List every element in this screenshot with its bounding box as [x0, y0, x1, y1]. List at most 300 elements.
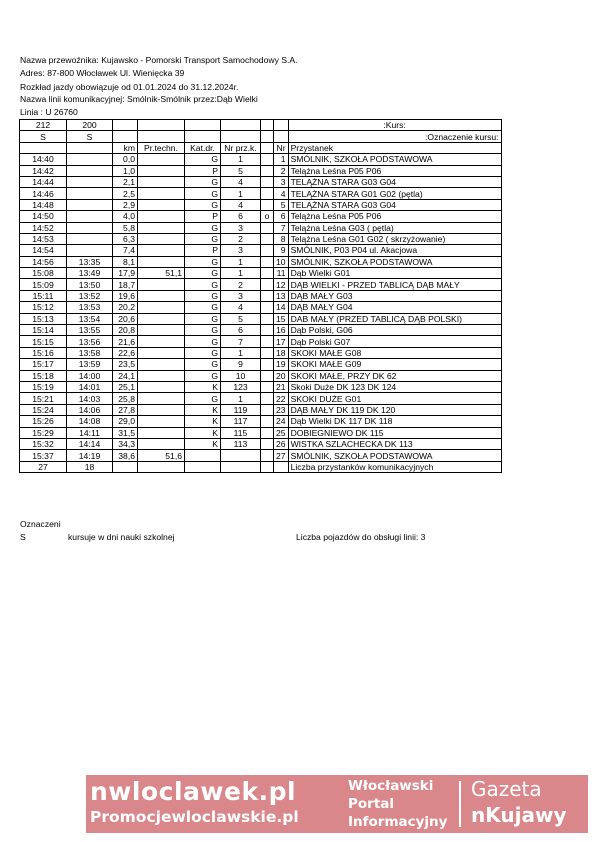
km-value: 7,4 [113, 245, 138, 256]
km-value: 5,8 [113, 222, 138, 233]
road-number: 3 [221, 222, 261, 233]
stop-marker [261, 222, 274, 233]
stop-name: DOBIEGNIEWO DK 115 [288, 427, 501, 438]
course-number: 212 [20, 120, 67, 131]
road-number: 113 [221, 438, 261, 449]
table-row [20, 188, 502, 199]
site-logo: nwloclawek.pl [90, 777, 297, 806]
stop-number: 13 [274, 290, 289, 301]
table-row [20, 211, 502, 222]
road-category: K [185, 416, 221, 427]
stop-number: 22 [274, 393, 289, 404]
tech-speed [138, 336, 185, 347]
stop-marker [261, 290, 274, 301]
stop-number: 12 [274, 279, 289, 290]
stop-name: DĄB MAŁY G03 [288, 290, 501, 301]
departure-time-200: 14:14 [67, 438, 113, 449]
stop-number: 5 [274, 199, 289, 210]
table-row [20, 176, 502, 187]
road-number: 1 [221, 347, 261, 358]
road-category: G [185, 233, 221, 244]
stop-number: 8 [274, 233, 289, 244]
km-value: 22,6 [113, 347, 138, 358]
departure-time-212: 14:42 [20, 165, 67, 176]
departure-time-200: 13:50 [67, 279, 113, 290]
departure-time-200: 14:19 [67, 450, 113, 461]
column-header-row [20, 142, 502, 153]
col-nrprzk: Nr prz.k. [221, 142, 261, 153]
departure-time-212: 15:12 [20, 302, 67, 313]
tech-speed [138, 188, 185, 199]
carrier-name: Nazwa przewoźnika: Kujawsko - Pomorski Transport Samochodowy S.A. [20, 55, 298, 65]
table-row [20, 359, 502, 370]
road-number: 5 [221, 313, 261, 324]
road-number: 1 [221, 393, 261, 404]
stop-number: 11 [274, 268, 289, 279]
stop-marker [261, 359, 274, 370]
table-row [20, 165, 502, 176]
km-value: 24,1 [113, 370, 138, 381]
stop-number: 27 [274, 450, 289, 461]
legend-mark: S [20, 532, 26, 542]
tech-speed [138, 313, 185, 324]
stop-name: SKOKI MAŁE, PRZY DK 62 [288, 370, 501, 381]
departure-time-200: 14:11 [67, 427, 113, 438]
departure-time-212: 15:24 [20, 404, 67, 415]
oznaczenie-label: :Oznaczenie kursu: [288, 131, 501, 142]
stop-name: TELĄŻNA STARA G03 G04 [288, 176, 501, 187]
road-number: 1 [221, 154, 261, 165]
table-row [20, 233, 502, 244]
km-value: 25,8 [113, 393, 138, 404]
road-category: G [185, 256, 221, 267]
table-row [20, 325, 502, 336]
departure-time-200: 13:58 [67, 347, 113, 358]
tech-speed [138, 211, 185, 222]
departure-time-212: 15:19 [20, 381, 67, 392]
departure-time-200 [67, 222, 113, 233]
tech-speed [138, 256, 185, 267]
km-value: 2,5 [113, 188, 138, 199]
road-number: 4 [221, 199, 261, 210]
departure-time-200 [67, 188, 113, 199]
departure-time-212: 14:50 [20, 211, 67, 222]
km-value: 20,8 [113, 325, 138, 336]
road-category: K [185, 438, 221, 449]
departure-time-212: 14:56 [20, 256, 67, 267]
stop-count-row [20, 461, 502, 472]
tech-speed [138, 176, 185, 187]
table-row [20, 336, 502, 347]
course-number-row [20, 120, 502, 131]
road-category: K [185, 404, 221, 415]
stop-marker [261, 233, 274, 244]
departure-time-212: 14:46 [20, 188, 67, 199]
col-km: km [113, 142, 138, 153]
departure-time-212: 15:08 [20, 268, 67, 279]
departure-time-200: 13:49 [67, 268, 113, 279]
stop-count-label: Liczba przystanków komunikacyjnych [288, 461, 501, 472]
validity-period: Rozkład jazdy obowiązuje od 01.01.2024 do 31.12.2024r. [20, 82, 239, 92]
km-value: 25,1 [113, 381, 138, 392]
road-number: 1 [221, 188, 261, 199]
table-row [20, 404, 502, 415]
stop-marker [261, 404, 274, 415]
road-number: 119 [221, 404, 261, 415]
stop-name: WISTKA SZLACHECKA DK 113 [288, 438, 501, 449]
stop-number: 3 [274, 176, 289, 187]
table-row [20, 268, 502, 279]
stop-marker [261, 245, 274, 256]
stop-name: TELĄŻNA STARA G01 G02 (pętla) [288, 188, 501, 199]
departure-time-212: 14:54 [20, 245, 67, 256]
tech-speed [138, 347, 185, 358]
stop-name: SKOKI DUŻE G01 [288, 393, 501, 404]
col-nr: Nr [274, 142, 289, 153]
departure-time-200 [67, 211, 113, 222]
tech-speed [138, 325, 185, 336]
departure-time-212: 14:52 [20, 222, 67, 233]
col-stop: Przystanek [288, 142, 501, 153]
col-prtechn: Pr.techn. [138, 142, 185, 153]
tech-speed [138, 370, 185, 381]
departure-time-200 [67, 176, 113, 187]
stop-name: SKOKI MAŁE G08 [288, 347, 501, 358]
stop-number: 10 [274, 256, 289, 267]
stop-marker [261, 256, 274, 267]
departure-time-200: 14:08 [67, 416, 113, 427]
stop-marker [261, 199, 274, 210]
road-category: P [185, 245, 221, 256]
departure-time-212: 14:48 [20, 199, 67, 210]
road-number: 2 [221, 279, 261, 290]
departure-time-200 [67, 245, 113, 256]
road-category: G [185, 347, 221, 358]
stop-number: 14 [274, 302, 289, 313]
tech-speed [138, 427, 185, 438]
portal-line: Informacyjny [348, 814, 448, 830]
stop-name: SMÓLNIK, SZKOŁA PODSTAWOWA [288, 256, 501, 267]
table-row [20, 245, 502, 256]
table-row [20, 199, 502, 210]
table-row [20, 302, 502, 313]
stop-number: 19 [274, 359, 289, 370]
road-category: P [185, 165, 221, 176]
stop-number: 15 [274, 313, 289, 324]
departure-time-200: 14:03 [67, 393, 113, 404]
km-value: 8,1 [113, 256, 138, 267]
road-number: 5 [221, 165, 261, 176]
course-mark: S [20, 131, 67, 142]
km-value: 20,6 [113, 313, 138, 324]
departure-time-212: 15:18 [20, 370, 67, 381]
stop-number: 21 [274, 381, 289, 392]
stop-name: Dąb Polski, G06 [288, 325, 501, 336]
table-row [20, 256, 502, 267]
stop-number: 25 [274, 427, 289, 438]
line-name: Nazwa linii komunikacyjnej: Smólnik-Smólnik przez:Dąb Wielki [20, 94, 258, 104]
stop-name: Dąb Wielki G01 [288, 268, 501, 279]
stop-count: 18 [67, 461, 113, 472]
km-value: 27,8 [113, 404, 138, 415]
km-value: 21,6 [113, 336, 138, 347]
promo-site-logo: Promocjewloclawskie.pl [90, 808, 299, 826]
stop-marker [261, 416, 274, 427]
departure-time-200 [67, 165, 113, 176]
departure-time-212: 15:32 [20, 438, 67, 449]
km-value: 34,3 [113, 438, 138, 449]
table-row [20, 393, 502, 404]
table-row [20, 222, 502, 233]
road-category: G [185, 154, 221, 165]
road-number: 3 [221, 290, 261, 301]
departure-time-212: 15:29 [20, 427, 67, 438]
table-row [20, 313, 502, 324]
road-category: G [185, 290, 221, 301]
road-category: G [185, 325, 221, 336]
table-row [20, 450, 502, 461]
tech-speed [138, 416, 185, 427]
table-row [20, 290, 502, 301]
stop-name: SMÓLNIK, P03 P04 ul. Akacjowa [288, 245, 501, 256]
stop-name: Telążna Leśna G03 ( pętla) [288, 222, 501, 233]
road-number: 123 [221, 381, 261, 392]
stop-marker [261, 279, 274, 290]
stop-name: TELĄŻNA STARA G03 G04 [288, 199, 501, 210]
watermark-banner [86, 775, 588, 833]
departure-time-200: 14:01 [67, 381, 113, 392]
road-category: G [185, 188, 221, 199]
portal-line: Portal [348, 796, 395, 812]
kurs-label: :Kurs: [288, 120, 501, 131]
tech-speed: 51,1 [138, 268, 185, 279]
stop-number: 9 [274, 245, 289, 256]
road-number: 1 [221, 268, 261, 279]
road-number: 117 [221, 416, 261, 427]
km-value: 1,0 [113, 165, 138, 176]
km-value: 2,1 [113, 176, 138, 187]
stop-name: SMÓLNIK, SZKOŁA PODSTAWOWA [288, 450, 501, 461]
stop-marker [261, 188, 274, 199]
road-category: K [185, 381, 221, 392]
stop-marker [261, 268, 274, 279]
road-category: G [185, 370, 221, 381]
col-katdr: Kat.dr. [185, 142, 221, 153]
timetable [19, 119, 502, 473]
stop-name: DĄB MAŁY DK 119 DK 120 [288, 404, 501, 415]
stop-name: SKOKI MAŁE G09 [288, 359, 501, 370]
table-row [20, 416, 502, 427]
tech-speed [138, 438, 185, 449]
stop-marker [261, 165, 274, 176]
portal-label [348, 777, 447, 831]
departure-time-212: 15:21 [20, 393, 67, 404]
table-row [20, 154, 502, 165]
road-number: 6 [221, 211, 261, 222]
departure-time-200: 14:06 [67, 404, 113, 415]
departure-time-200: 13:35 [67, 256, 113, 267]
km-value: 38,6 [113, 450, 138, 461]
course-number: 200 [67, 120, 113, 131]
table-row [20, 347, 502, 358]
table-row [20, 381, 502, 392]
stop-marker [261, 438, 274, 449]
carrier-address: Adres: 87-800 Włocławek Ul. Wienięcka 39 [20, 68, 185, 78]
stop-name: DĄB MAŁY G04 [288, 302, 501, 313]
stop-name: Telążna Leśna P05 P06 [288, 211, 501, 222]
departure-time-200: 14:00 [67, 370, 113, 381]
stop-marker [261, 302, 274, 313]
road-category: G [185, 359, 221, 370]
stop-name: DAB MAŁY (PRZED TABLICĄ DĄB POLSKI) [288, 313, 501, 324]
stop-marker [261, 450, 274, 461]
road-number: 10 [221, 370, 261, 381]
road-number: 9 [221, 359, 261, 370]
km-value: 29,0 [113, 416, 138, 427]
departure-time-200: 13:54 [67, 313, 113, 324]
stop-number: 26 [274, 438, 289, 449]
departure-time-212: 15:26 [20, 416, 67, 427]
course-mark-row [20, 131, 502, 142]
legend-mark-description: kursuje w dni nauki szkolnej [68, 532, 175, 542]
road-category: P [185, 211, 221, 222]
departure-time-200 [67, 199, 113, 210]
tech-speed [138, 154, 185, 165]
legend-title: Oznaczeni [20, 519, 61, 529]
road-category: G [185, 279, 221, 290]
gazeta-name: nKujawy [471, 803, 567, 827]
road-category: G [185, 176, 221, 187]
stop-name: DĄB WIELKI - PRZED TABLICĄ DĄB MAŁY [288, 279, 501, 290]
tech-speed [138, 165, 185, 176]
departure-time-212: 15:11 [20, 290, 67, 301]
stop-number: 1 [274, 154, 289, 165]
road-number: 4 [221, 302, 261, 313]
road-category: K [185, 427, 221, 438]
departure-time-200: 13:56 [67, 336, 113, 347]
stop-number: 4 [274, 188, 289, 199]
road-number: 115 [221, 427, 261, 438]
line-number: Linia : U 26760 [20, 107, 78, 117]
vehicle-count: Liczba pojazdów do obsługi linii: 3 [296, 532, 426, 542]
course-mark: S [67, 131, 113, 142]
road-category: G [185, 222, 221, 233]
tech-speed [138, 245, 185, 256]
stop-name: Dąb Wielki DK 117 DK 118 [288, 416, 501, 427]
stop-marker [261, 154, 274, 165]
stop-number: 20 [274, 370, 289, 381]
stop-marker [261, 370, 274, 381]
km-value: 2,9 [113, 199, 138, 210]
km-value: 18,7 [113, 279, 138, 290]
road-category: G [185, 393, 221, 404]
stop-marker [261, 325, 274, 336]
departure-time-200: 13:53 [67, 302, 113, 313]
road-number: 7 [221, 336, 261, 347]
stop-number: 6 [274, 211, 289, 222]
departure-time-212: 14:53 [20, 233, 67, 244]
tech-speed [138, 222, 185, 233]
stop-marker [261, 347, 274, 358]
road-number [221, 450, 261, 461]
stop-marker [261, 381, 274, 392]
table-row [20, 370, 502, 381]
stop-count: 27 [20, 461, 67, 472]
tech-speed [138, 199, 185, 210]
road-category: G [185, 336, 221, 347]
stop-marker [261, 336, 274, 347]
banner-divider [459, 781, 461, 827]
stop-number: 24 [274, 416, 289, 427]
road-category: G [185, 268, 221, 279]
road-number: 4 [221, 176, 261, 187]
km-value: 20,2 [113, 302, 138, 313]
tech-speed [138, 279, 185, 290]
stop-name: Telążna Leśna G01 G02 ( skrzyżowanie) [288, 233, 501, 244]
stop-name: Skoki Duże DK 123 DK 124 [288, 381, 501, 392]
stop-marker: o [261, 211, 274, 222]
stop-name: Dąb Polski G07 [288, 336, 501, 347]
km-value: 31,5 [113, 427, 138, 438]
stop-marker [261, 176, 274, 187]
departure-time-212: 14:44 [20, 176, 67, 187]
stop-marker [261, 427, 274, 438]
tech-speed [138, 404, 185, 415]
tech-speed [138, 233, 185, 244]
road-category: G [185, 313, 221, 324]
tech-speed [138, 381, 185, 392]
departure-time-200: 13:55 [67, 325, 113, 336]
departure-time-212: 15:17 [20, 359, 67, 370]
road-number: 3 [221, 245, 261, 256]
departure-time-212: 14:40 [20, 154, 67, 165]
stop-number: 2 [274, 165, 289, 176]
departure-time-200: 13:59 [67, 359, 113, 370]
stop-number: 18 [274, 347, 289, 358]
km-value: 17,9 [113, 268, 138, 279]
road-category: G [185, 302, 221, 313]
gazeta-label: Gazeta [471, 777, 542, 801]
departure-time-200 [67, 154, 113, 165]
departure-time-212: 15:16 [20, 347, 67, 358]
departure-time-212: 15:37 [20, 450, 67, 461]
stop-number: 7 [274, 222, 289, 233]
km-value: 4,0 [113, 211, 138, 222]
km-value: 6,3 [113, 233, 138, 244]
road-category [185, 450, 221, 461]
tech-speed [138, 302, 185, 313]
departure-time-212: 15:15 [20, 336, 67, 347]
departure-time-212: 15:13 [20, 313, 67, 324]
road-number: 6 [221, 325, 261, 336]
table-row [20, 438, 502, 449]
departure-time-212: 15:14 [20, 325, 67, 336]
km-value: 0,0 [113, 154, 138, 165]
tech-speed [138, 359, 185, 370]
departure-time-200: 13:52 [67, 290, 113, 301]
tech-speed [138, 290, 185, 301]
portal-line: Włocławski [348, 778, 434, 794]
km-value: 19,6 [113, 290, 138, 301]
stop-number: 17 [274, 336, 289, 347]
stop-number: 16 [274, 325, 289, 336]
stop-name: SMÓLNIK, SZKOŁA PODSTAWOWA [288, 154, 501, 165]
stop-marker [261, 313, 274, 324]
table-row [20, 427, 502, 438]
departure-time-200 [67, 233, 113, 244]
table-row [20, 279, 502, 290]
stop-number: 23 [274, 404, 289, 415]
